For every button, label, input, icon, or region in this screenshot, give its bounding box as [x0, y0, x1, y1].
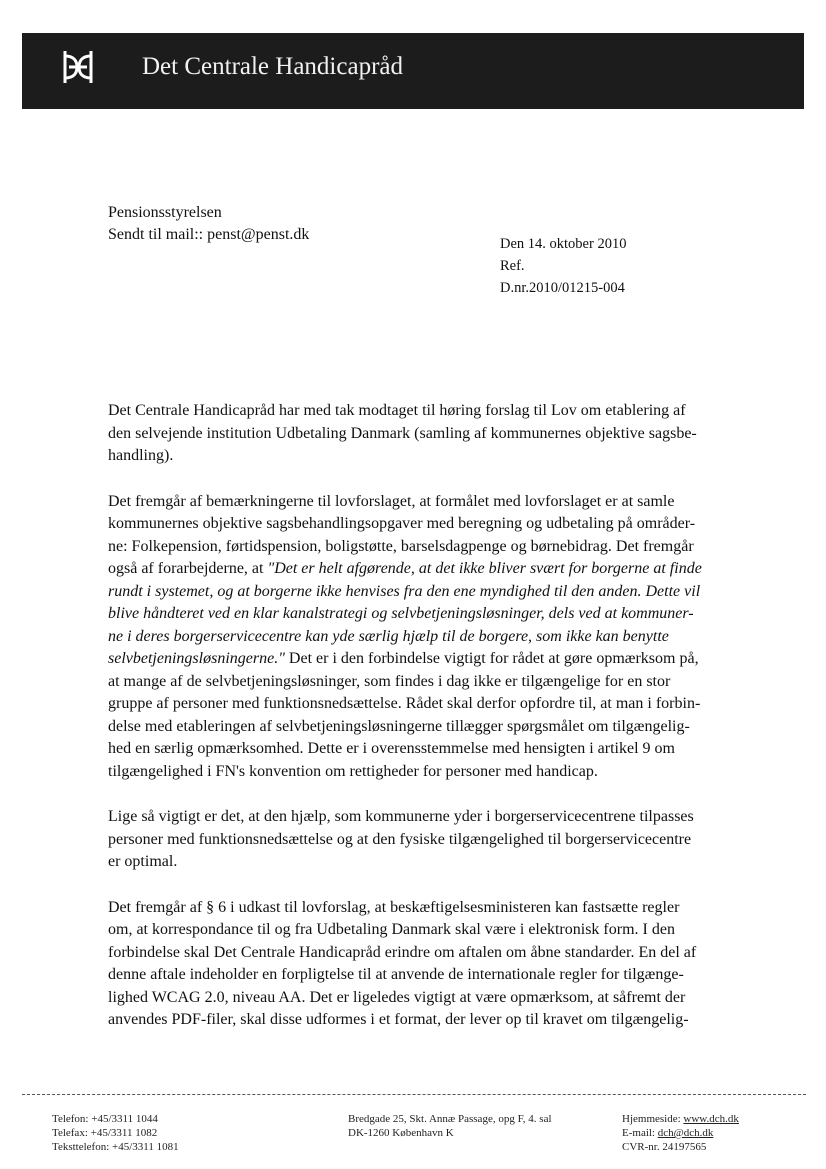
- paragraph-4: [108, 897, 738, 1032]
- body-line: Det Centrale Handicapråd har med tak modtaget til høring forslag til Lov om etablering af: [108, 402, 686, 419]
- footer-address-block: [348, 1112, 552, 1140]
- quote-line: rundt i systemet, og at borgerne ikke henvises fra den ene myndighed til den anden. Dette vil: [108, 582, 701, 600]
- body-line: at mange af de selvbetjeningsløsninger, som findes i dag ikke er tilgængelige for en stor: [108, 672, 671, 690]
- body-line: om, at korrespondance til og fra Udbetaling Danmark skal være i elektronisk form. I den: [108, 921, 675, 938]
- body-line: er optimal.: [108, 853, 178, 870]
- body-fragment: Det er i den forbindelse vigtigt for rådet at gøre opmærksom på,: [284, 650, 699, 667]
- body-line: denne aftale indeholder en forpligtelse til at anvende de internationale regler for tilgænge-: [108, 966, 684, 983]
- letter-meta: [500, 233, 626, 299]
- letter-date: Den 14. oktober 2010: [500, 236, 627, 252]
- organization-name: Det Centrale Handicapråd: [142, 53, 403, 80]
- footer-contact-block: [622, 1112, 739, 1154]
- footer-email: [622, 1126, 739, 1140]
- footer-fax: Telefax: +45/3311 1082: [52, 1127, 158, 1139]
- body-line: Lige så vigtigt er det, at den hjælp, som kommunerne yder i borgerservicecentrene tilpasses: [108, 808, 694, 825]
- footer-website-label: Hjemmeside:: [622, 1113, 684, 1125]
- quote-fragment: "Det er helt afgørende, at det ikke bliver svært for borgerne at finde: [267, 560, 702, 577]
- body-line: den selvejende institution Udbetaling Danmark (samling af kommunernes objektive sagsbe-: [108, 424, 697, 442]
- footer-address-line: DK-1260 København K: [348, 1127, 454, 1139]
- body-line-mixed: [108, 648, 738, 671]
- paragraph-3: [108, 806, 738, 874]
- website-link[interactable]: www.dch.dk: [683, 1113, 739, 1125]
- footer-phone-block: [52, 1112, 179, 1154]
- body-line: lighed WCAG 2.0, niveau AA. Det er ligeledes vigtigt at være opmærksom, at såfremt der: [108, 988, 686, 1006]
- body-line: tilgængelighed i FN's konvention om rettigheder for personer med handicap.: [108, 762, 598, 780]
- quote-line: ne i deres borgerservicecentre kan yde særlig hjælp til de borgere, som ikke kan benytte: [108, 627, 669, 645]
- body-line: forbindelse skal Det Centrale Handicapråd erindre om aftalen om åbne standarder. En del af: [108, 943, 697, 961]
- letterhead-band: [22, 33, 804, 109]
- body-line: hed en særlig opmærksomhed. Dette er i overensstemmelse med hensigten i artikel 9 om: [108, 740, 675, 757]
- footer-textphone: Teksttelefon: +45/3311 1081: [52, 1141, 179, 1153]
- body-fragment: også af forarbejderne, at: [108, 560, 268, 577]
- body-line: anvendes PDF-filer, skal disse udformes i et format, der lever op til kravet om tilgængelig-: [108, 1011, 689, 1028]
- body-line: kommunernes objektive sagsbehandlingsopgaver med beregning og udbetaling på områder-: [108, 515, 696, 532]
- footer-email-label: E-mail:: [622, 1127, 658, 1139]
- recipient-block: [108, 202, 309, 246]
- recipient-name: Pensionsstyrelsen: [108, 204, 222, 221]
- footer-cvr: CVR-nr. 24197565: [622, 1141, 707, 1153]
- footer-address-line: Bredgade 25, Skt. Annæ Passage, opg F, 4. sal: [348, 1113, 552, 1125]
- email-link[interactable]: dch@dch.dk: [657, 1127, 714, 1139]
- letter-ref: Ref.: [500, 258, 525, 274]
- body-line: Det fremgår af § 6 i udkast til lovforslag, at beskæftigelsesministeren kan fastsætte regler: [108, 898, 680, 916]
- recipient-email: Sendt til mail:: penst@penst.dk: [108, 226, 310, 243]
- body-line: ne: Folkepension, førtidspension, boligstøtte, barselsdagpenge og børnebidrag. Det fremgår: [108, 537, 694, 555]
- paragraph-2: [108, 491, 738, 784]
- dch-logo-icon: [60, 47, 96, 87]
- quote-line: blive håndteret ved en klar kanalstrategi og selvbetjeningsløsninger, dels ved at kommuner-: [108, 605, 694, 622]
- quote-fragment: selvbetjeningsløsningerne.": [108, 650, 285, 667]
- footer-website: [622, 1112, 739, 1126]
- paragraph-1: [108, 400, 738, 468]
- body-line: personer med funktionsnedsættelse og at den fysiske tilgængelighed til borgerservicecentre: [108, 830, 692, 848]
- body-line: handling).: [108, 447, 174, 464]
- letter-body: [108, 400, 738, 1055]
- body-line: Det fremgår af bemærkningerne til lovforslaget, at formålet med lovforslaget er at samle: [108, 492, 675, 510]
- letter-journal-number: D.nr.2010/01215-004: [500, 280, 625, 296]
- footer-divider: [22, 1094, 806, 1095]
- body-line: gruppe af personer med funktionsnedsættelse. Rådet skal derfor opfordre til, at man i forbin-: [108, 695, 701, 712]
- body-line-mixed: [108, 558, 738, 581]
- footer-phone: Telefon: +45/3311 1044: [52, 1113, 158, 1125]
- body-line: delse med etableringen af selvbetjeningsløsningerne tillægger spørgsmålet om tilgængelig-: [108, 717, 690, 735]
